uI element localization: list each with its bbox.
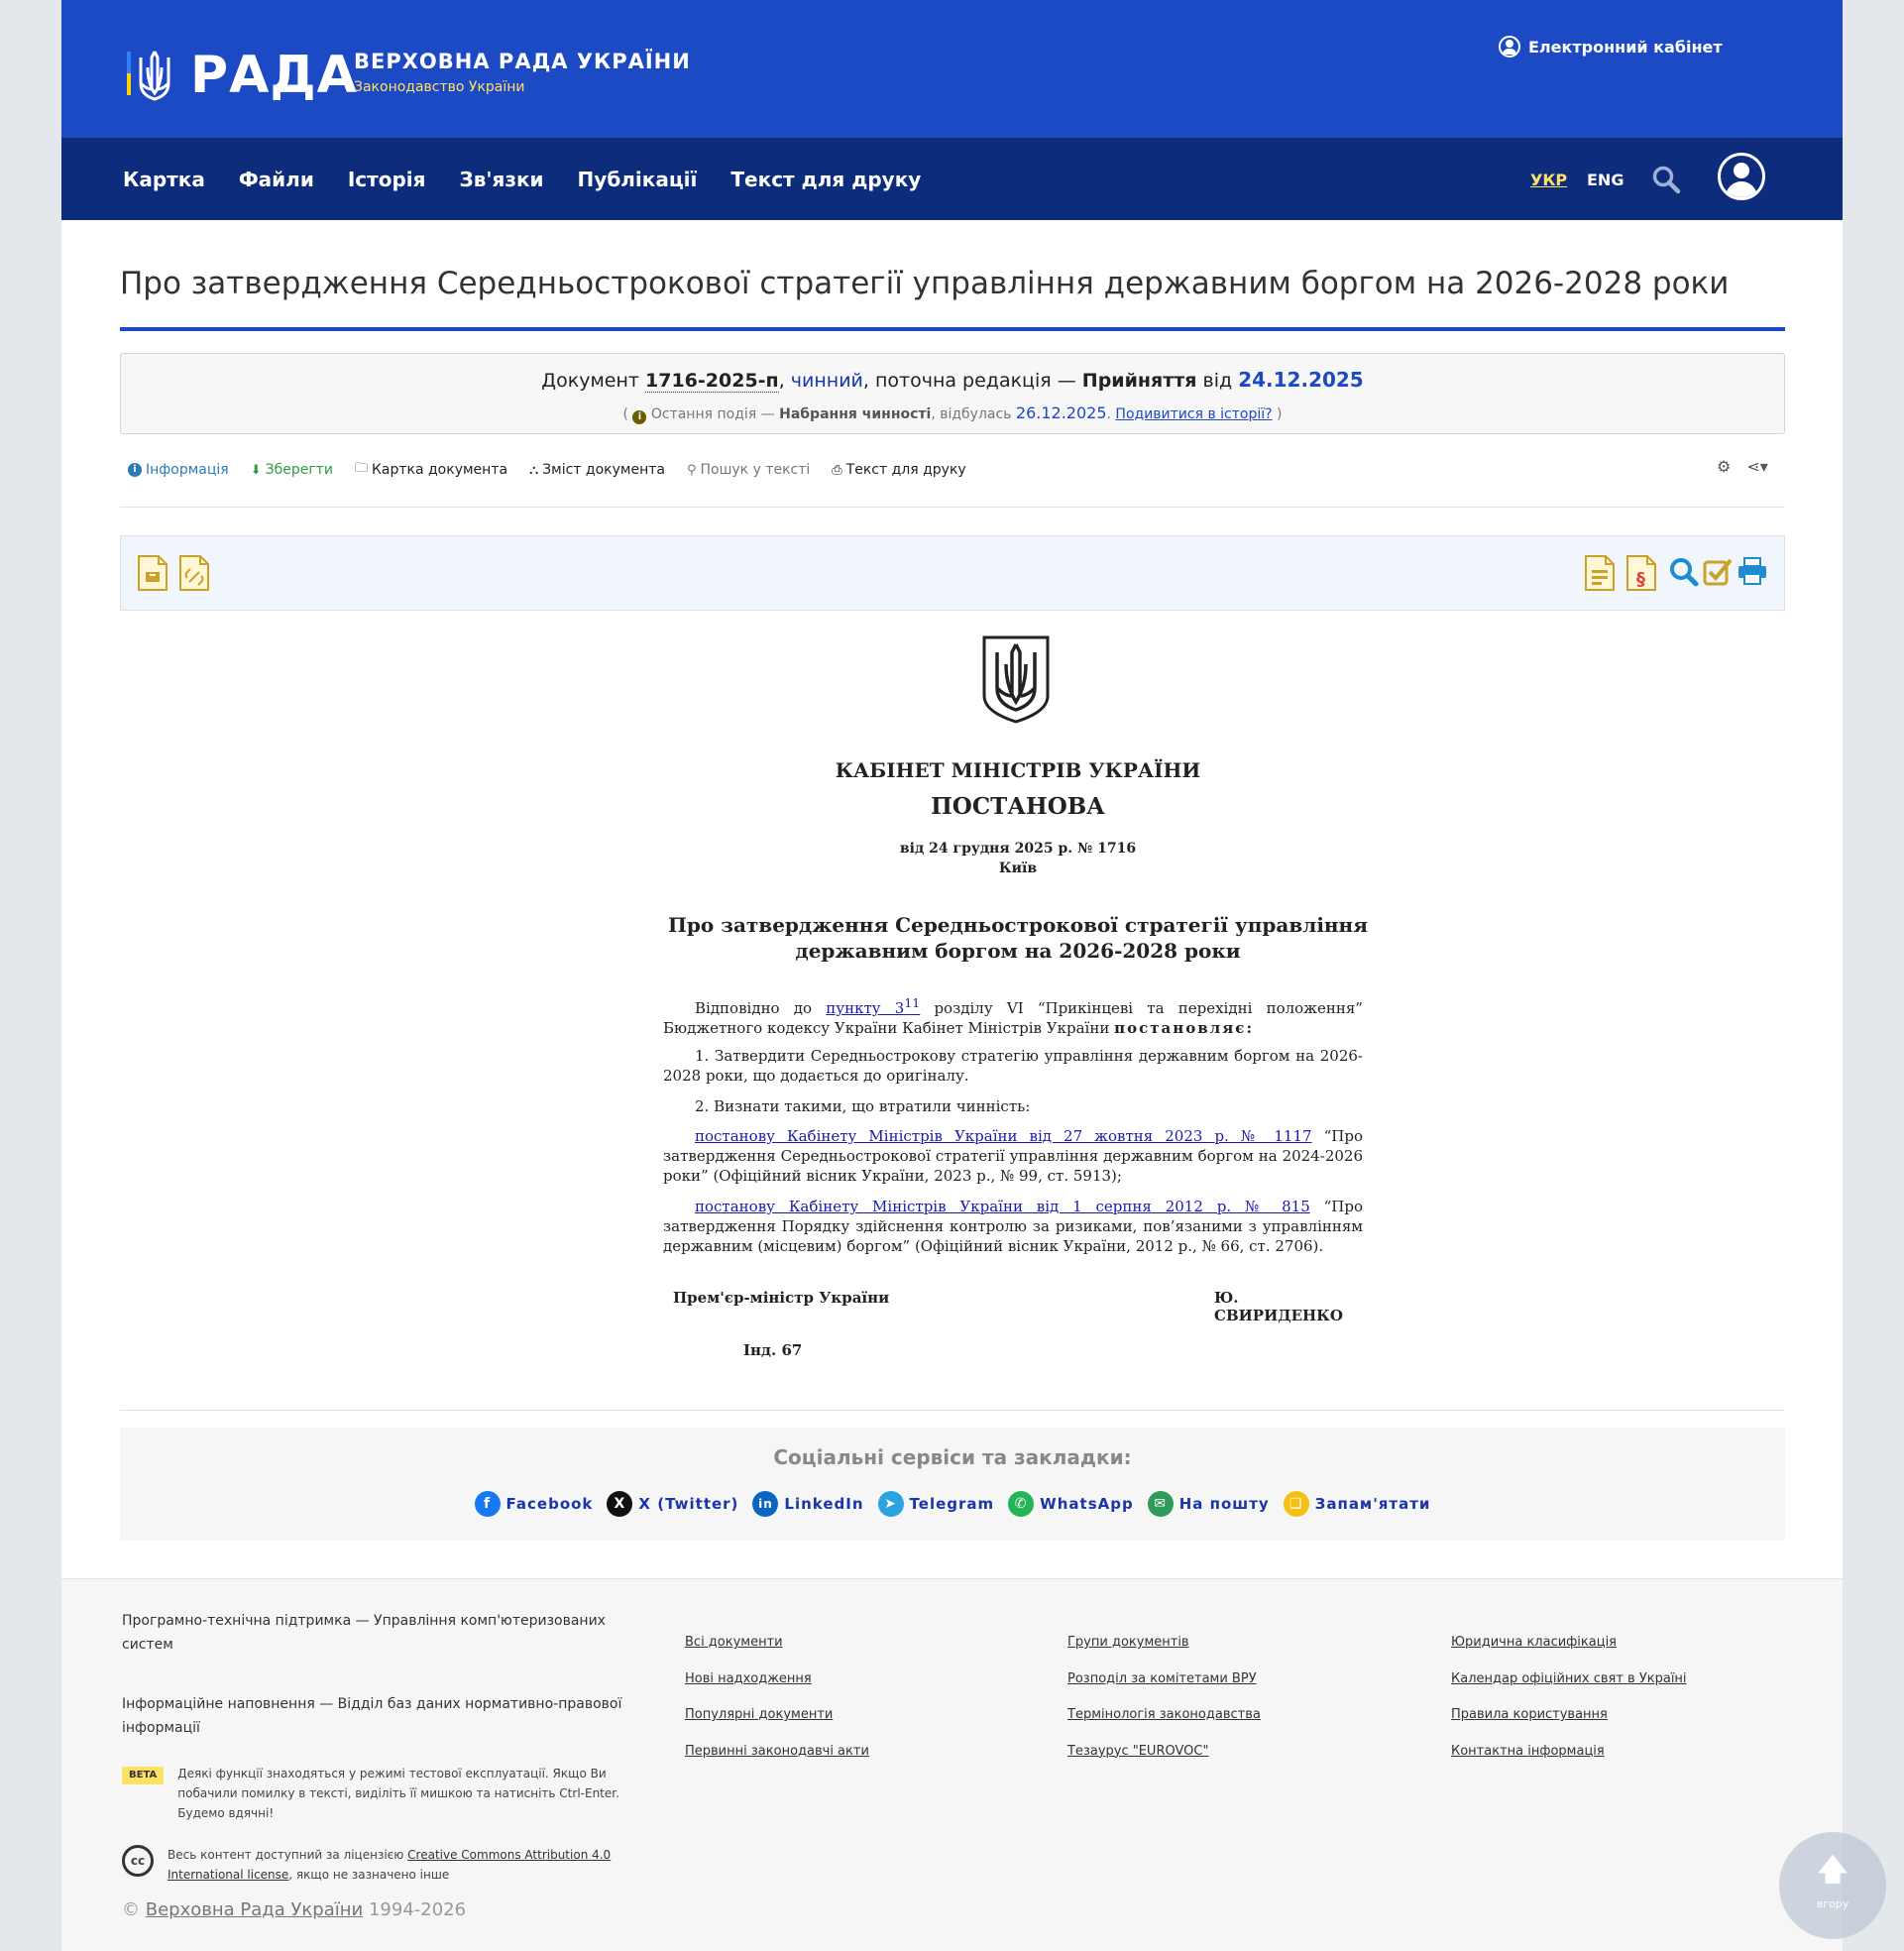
info-icon: i	[128, 463, 142, 477]
ecabinet-link[interactable]	[1499, 36, 1723, 57]
document-toolbar	[128, 459, 966, 481]
footer-link-committees[interactable]: Розподіл за комітетами ВРУ	[1067, 1670, 1257, 1686]
footer-link-terms[interactable]: Правила користування	[1451, 1707, 1608, 1722]
svg-text:§: §	[1636, 569, 1645, 590]
share-email[interactable]: ✉ На пошту	[1148, 1491, 1270, 1517]
arrow-up-icon: 🡅	[1817, 1853, 1848, 1888]
nav-item-history[interactable]: Історія	[347, 168, 426, 191]
event-date: 26.12.2025	[1015, 403, 1107, 422]
search-in-text-button[interactable]: ⚲ Пошук у тексті	[686, 462, 811, 478]
share-icon[interactable]: ⋖▾	[1746, 457, 1768, 476]
footer-link-groups[interactable]: Групи документів	[1067, 1635, 1189, 1650]
budget-code-link[interactable]: пункту $3^{11}$	[826, 995, 921, 1017]
document-index: Інд. 67	[743, 1341, 803, 1359]
share-twitter[interactable]: X X (Twitter)	[607, 1491, 738, 1517]
footer-info	[122, 1609, 637, 1885]
logo-rada-text[interactable]: РАДА	[190, 46, 358, 105]
license-link[interactable]: Creative Commons Attribution 4.0 International license	[168, 1848, 612, 1882]
lang-ukr-link[interactable]: УКР	[1530, 171, 1568, 189]
paragraph-file-icon[interactable]	[1625, 554, 1657, 592]
envelope-icon: ✉	[1148, 1491, 1174, 1517]
coat-of-arms-icon	[981, 634, 1051, 724]
info-icon: i	[632, 410, 646, 424]
edition-date[interactable]: 24.12.2025	[1238, 368, 1364, 392]
title-divider	[120, 327, 1785, 331]
document-state[interactable]: чинний	[790, 370, 863, 392]
document-tools-panel	[120, 535, 1785, 611]
document-end-divider	[120, 1410, 1785, 1411]
footer-link-new[interactable]: Нові надходження	[685, 1670, 812, 1686]
folder-icon: 🗀	[354, 461, 368, 476]
footer-support: Програмно-технічна підтримка — Управління комп'ютеризованих систем	[122, 1613, 606, 1653]
footer-content: Інформаційне наповнення — Відділ баз даних нормативно-правової інформації	[122, 1696, 622, 1736]
trident-logo-icon[interactable]	[127, 50, 178, 103]
document-status-box	[120, 353, 1785, 434]
document-card-button[interactable]: 🗀 Картка документа	[355, 459, 507, 481]
share-telegram[interactable]: ➤ Telegram	[878, 1491, 995, 1517]
main-nav	[61, 138, 1843, 220]
footer-link-contacts[interactable]: Контактна інформація	[1451, 1743, 1605, 1759]
signatory-name: Ю. СВИРИДЕНКО	[1214, 1289, 1343, 1324]
social-services	[120, 1428, 1785, 1541]
act-title: Про затвердження Середньострокової стратегії управління державним боргом на 2026-2028 роки	[668, 913, 1368, 963]
nav-item-links[interactable]: Зв'язки	[459, 168, 544, 191]
edition-type: Прийняття	[1081, 370, 1197, 392]
beta-notice: BETA Деякі функції знаходяться у режимі тестової експлуатації. Якщо Ви побачили помилку в тексті, виділіть її мишкою та натисніть Ctrl-Enter. Будемо вдячні!	[122, 1764, 637, 1823]
footer-links-col2	[685, 1625, 869, 1770]
search-icon[interactable]	[1651, 165, 1681, 194]
share-whatsapp[interactable]: ✆ WhatsApp	[1008, 1491, 1134, 1517]
share-linkedin[interactable]: in LinkedIn	[752, 1491, 863, 1517]
footer-link-primary-acts[interactable]: Первинні законодавчі акти	[685, 1743, 869, 1759]
nav-item-card[interactable]: Картка	[123, 168, 205, 191]
act-type-heading: ПОСТАНОВА	[931, 793, 1105, 820]
lang-eng-link[interactable]: ENG	[1587, 171, 1624, 189]
linkedin-icon: in	[752, 1491, 778, 1517]
link-file-icon[interactable]	[178, 554, 210, 592]
whatsapp-icon: ✆	[1008, 1491, 1034, 1517]
status-line: Документ 1716-2025-п, чинний, поточна редакція — Прийняття від 24.12.2025	[541, 368, 1364, 392]
social-title: Соціальні сервіси та закладки:	[773, 1445, 1132, 1469]
act-city: Київ	[998, 861, 1038, 876]
save-button[interactable]: ⬇ Зберегти	[250, 462, 333, 478]
site-subtitle[interactable]: Законодавство України	[354, 79, 525, 95]
site-footer	[61, 1578, 1843, 1951]
search-icon: ⚲	[686, 462, 697, 478]
bookmark-icon: ❑	[1284, 1491, 1309, 1517]
footer-link-eurovoc[interactable]: Тезаурус "EUROVOC"	[1067, 1743, 1209, 1759]
paragraph-repeal-1: постанову Кабінету Міністрів України від 27 жовтня 2023 р. № 1117 “Про затвердження Середньострокової стратегії управління державним боргом на 2024-2026 роки” (Офіційний вісник України, 2023 р., № 99, ст. 5913);	[663, 1127, 1363, 1185]
act-date: від 24 грудня 2025 р. № 1716	[899, 841, 1137, 857]
nav-item-files[interactable]: Файли	[238, 168, 314, 191]
repealed-act-link-1117[interactable]: постанову Кабінету Міністрів України від 27 жовтня 2023 р. № 1117	[695, 1127, 1312, 1145]
page	[61, 0, 1843, 1951]
history-link[interactable]: Подивитися в історії?	[1115, 406, 1273, 422]
license-notice: cc Весь контент доступний за ліцензією Creative Commons Attribution 4.0 International license, якщо не зазначено інше	[122, 1845, 637, 1885]
paragraph-2: 2. Визнати такими, що втратили чинність:	[695, 1097, 1031, 1115]
paragraph-1: 1. Затвердити Середньострокову стратегію управління державним боргом на 2026-2028 роки, що додається до оригіналу.	[663, 1047, 1363, 1085]
footer-link-popular[interactable]: Популярні документи	[685, 1707, 834, 1722]
document-number[interactable]: 1716-2025-п	[645, 370, 779, 392]
footer-links-col4	[1451, 1625, 1687, 1770]
repealed-act-link-815[interactable]: постанову Кабінету Міністрів України від 1 серпня 2012 р. № 815	[695, 1198, 1310, 1215]
site-title[interactable]: ВЕРХОВНА РАДА УКРАЇНИ	[354, 50, 691, 73]
contents-button[interactable]: ⛬ Зміст документа	[529, 462, 665, 478]
paragraph-repeal-2: постанову Кабінету Міністрів України від 1 серпня 2012 р. № 815 “Про затвердження Порядку здійснення контролю за ризиками, пов’язаними з управлінням державним (місцевим) боргом” (Офіційний вісник України, 2012 р., № 66, ст. 2706).	[663, 1198, 1363, 1255]
facebook-icon: f	[475, 1491, 501, 1517]
telegram-icon: ➤	[878, 1491, 904, 1517]
ecabinet-label: Електронний кабінет	[1528, 37, 1723, 57]
creative-commons-icon: cc	[122, 1845, 154, 1877]
last-event-line: ( i Остання подія — Набрання чинності, відбулась 26.12.2025. Подивитися в історії? )	[622, 403, 1283, 422]
compare-file-icon[interactable]	[1584, 554, 1616, 592]
bookmark-button[interactable]: ❑ Запам'ятати	[1284, 1491, 1431, 1517]
site-header	[61, 0, 1843, 138]
footer-link-all-docs[interactable]: Всі документи	[685, 1635, 783, 1650]
toolbar-divider	[120, 507, 1785, 508]
issuer-heading: КАБІНЕТ МІНІСТРІВ УКРАЇНИ	[835, 758, 1201, 782]
download-icon: ⬇	[250, 462, 262, 478]
footer-links-col3	[1067, 1625, 1261, 1770]
sitemap-icon: ⛬	[529, 462, 539, 478]
print-text-button[interactable]: ⎙ Текст для друку	[832, 462, 966, 478]
page-title: Про затвердження Середньострокової стратегії управління державним боргом на 2026-2028 роки	[120, 266, 1730, 301]
print-icon[interactable]	[1736, 556, 1768, 586]
x-twitter-icon: X	[607, 1491, 632, 1517]
paragraph-preamble: Відповідно до пункту $3^{11}$ розділу VI “Прикінцеві та перехідні положення” Бюджетного кодексу України Кабінет Міністрів України постановляє:	[663, 995, 1363, 1037]
footer-link-holidays[interactable]: Календар офіційних свят в Україні	[1451, 1670, 1687, 1686]
scroll-to-top-button[interactable]: 🡅 вгору	[1779, 1832, 1886, 1939]
nav-item-publications[interactable]: Публікації	[577, 168, 698, 191]
settings-gear-icon[interactable]: ⚙	[1717, 457, 1732, 476]
search-icon[interactable]	[1669, 556, 1699, 588]
footer-link-terminology[interactable]: Термінологія законодавства	[1067, 1707, 1261, 1722]
beta-badge: BETA	[122, 1767, 164, 1784]
user-circle-icon	[1499, 36, 1520, 57]
avatar-icon[interactable]	[1718, 153, 1765, 200]
copyright: © Верховна Рада України 1994-2026	[122, 1899, 467, 1920]
printer-icon: ⎙	[832, 462, 842, 478]
info-button[interactable]: i Інформація	[128, 462, 229, 478]
social-links	[120, 1491, 1785, 1517]
share-facebook[interactable]: f Facebook	[475, 1491, 594, 1517]
last-event: Набрання чинності	[779, 406, 932, 422]
signatory-position: Прем'єр-міністр України	[673, 1289, 890, 1307]
copyright-link[interactable]: Верховна Рада України	[145, 1899, 364, 1920]
nav-item-print-text[interactable]: Текст для друку	[730, 168, 922, 191]
check-square-icon[interactable]	[1703, 556, 1733, 586]
footer-link-classification[interactable]: Юридична класифікація	[1451, 1635, 1618, 1650]
archive-file-icon[interactable]	[137, 554, 168, 592]
